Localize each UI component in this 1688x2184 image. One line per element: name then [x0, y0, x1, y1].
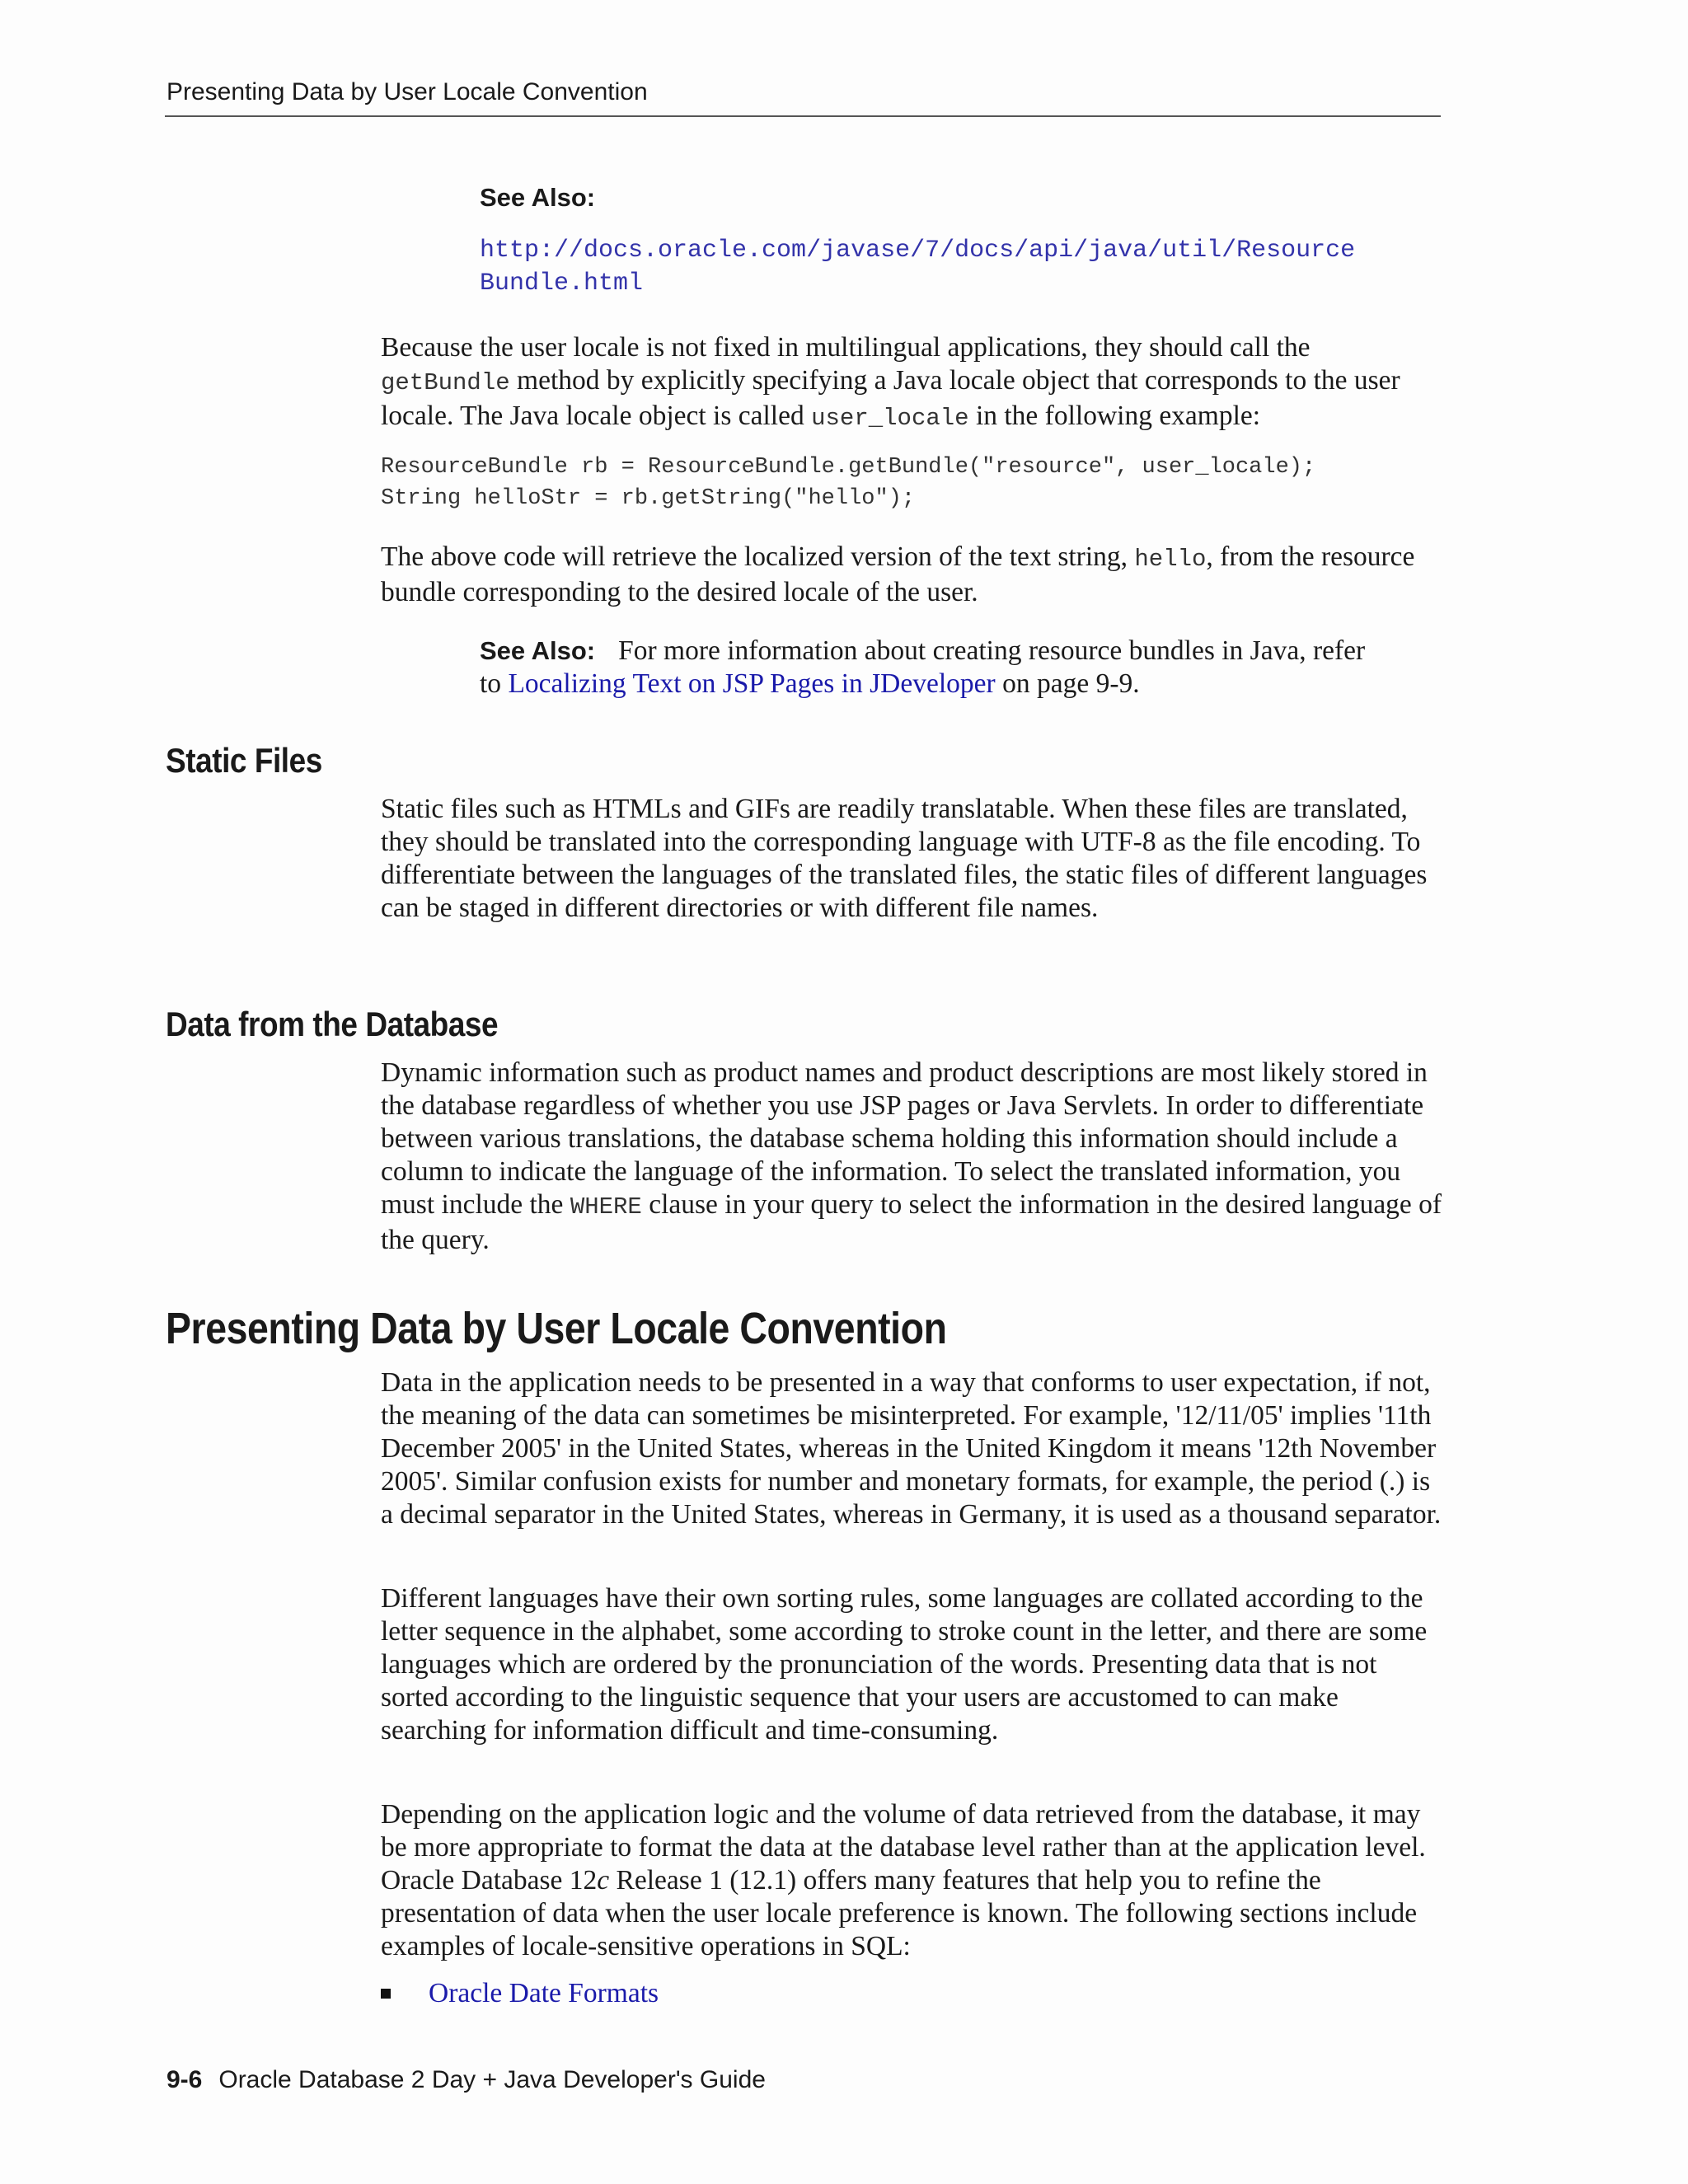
header-rule: [165, 115, 1441, 117]
square-bullet-icon: [381, 1989, 391, 1999]
see-also-note: [480, 180, 1436, 300]
localizing-text-link[interactable]: Localizing Text on JSP Pages in JDeveloper: [508, 668, 996, 699]
oracle-date-formats-link[interactable]: Oracle Date Formats: [429, 1978, 659, 2008]
heading-presenting-data: Presenting Data by User Locale Convention: [166, 1304, 947, 1353]
book-title: Oracle Database 2 Day + Java Developer's Guide: [218, 2066, 766, 2093]
paragraph-static-files: Static files such as HTMLs and GIFs are readily translatable. When these files are translated, they should be translated into the corresponding language with UTF-8 as the file encoding. To differentiate between the languages of the translated files, the static files of different languages can be staged in different directories or with different file names.: [381, 794, 1428, 923]
heading-data-from-database: Data from the Database: [166, 1005, 499, 1043]
paragraph-get-bundle: Because the user locale is not fixed in multilingual applications, they should call the getBundle method by explicitly specifying a Java locale object that corresponds to the user locale. The Java locale object is called user_locale in the following example:: [381, 332, 1400, 432]
resource-bundle-api-link[interactable]: http://docs.oracle.com/javase/7/docs/api/java/util/ResourceBundle.html: [480, 237, 1356, 298]
paragraph-presenting-2: Different languages have their own sorting rules, some languages are collated according to the letter sequence in the alphabet, some according to stroke count in the letter, and there are some languages which are ordered by the pronunciation of the words. Presenting data that is not sorted according to the linguistic sequence that your users are accustomed to can make searching for information difficult and time-consuming.: [381, 1583, 1428, 1746]
running-header: Presenting Data by User Locale Convention: [166, 78, 648, 105]
paragraph-database: Dynamic information such as product names and product descriptions are most likely stored in the database regardless of whether you use JSP pages or Java Servlets. In order to differentiate between various translations, the database schema holding this information should include a column to indicate the language of the information. To select the translated information, you must include the WHERE clause in your query to select the information in the desired language of the query.: [381, 1057, 1442, 1255]
see-also-label: See Also:: [480, 636, 596, 665]
code-line: ResourceBundle rb = ResourceBundle.getBundle("resource", user_locale);: [381, 455, 1316, 480]
page-footer: [166, 2064, 766, 2097]
page-number: 9-6: [166, 2066, 203, 2093]
code-line: String helloStr = rb.getString("hello");: [381, 486, 916, 511]
code-where: WHERE: [570, 1193, 642, 1221]
code-user-locale: user_locale: [811, 405, 969, 432]
paragraph-presenting-3: Depending on the application logic and the volume of data retrieved from the database, it may be more appropriate to format the data at the database level rather than at the application level. Oracle Database 12c Release 1 (12.1) offers many features that help you to refine the presentation of data when the user locale preference is known. The following sections include examples of locale-sensitive operations in SQL:: [381, 1799, 1426, 1961]
list-item: [381, 1977, 659, 2010]
code-example: [381, 452, 1315, 514]
see-also-note-2: See Also: For more information about creating resource bundles in Java, refer to Localizing Text on JSP Pages in JDeveloper on page 9-9.: [480, 635, 1366, 699]
paragraph-presenting-1: Data in the application needs to be presented in a way that conforms to user expectation, if not, the meaning of the data can sometimes be misinterpreted. For example, '12/11/05' implies '11th December 2005' in the United States, whereas in the United Kingdom it means '12th November 2005'. Similar confusion exists for number and monetary formats, for example, the period (.) is a decimal separator in the United States, whereas in Germany, it is used as a thousand separator.: [381, 1367, 1442, 1530]
see-also-label: See Also:: [480, 183, 596, 212]
heading-static-files: Static Files: [166, 741, 322, 780]
code-get-bundle: getBundle: [381, 369, 510, 396]
paragraph-retrieve: The above code will retrieve the localized version of the text string, hello, from the resource bundle corresponding to the desired locale of the user.: [381, 541, 1415, 607]
code-hello: hello: [1134, 546, 1207, 573]
